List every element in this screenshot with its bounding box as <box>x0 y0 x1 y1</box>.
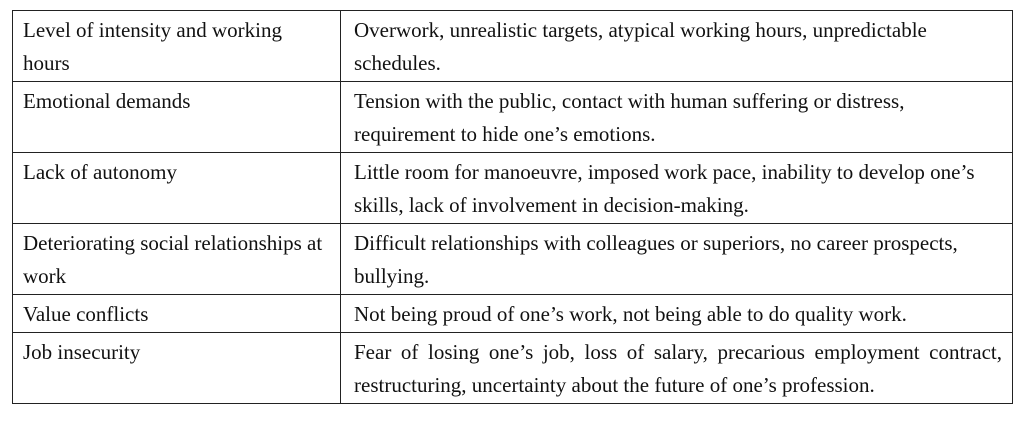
examples-cell: Tension with the public, contact with human suffering or distress, requirement to hide one’s emotions. <box>341 82 1013 153</box>
factor-cell: Job insecurity <box>13 333 341 404</box>
table-row <box>13 82 1013 153</box>
table-row <box>13 333 1013 404</box>
examples-cell: Difficult relationships with colleagues or superiors, no career prospects, bullying. <box>341 224 1013 295</box>
risk-factors-table <box>12 10 1013 404</box>
factor-cell: Deteriorating social relationships at work <box>13 224 341 295</box>
table-row <box>13 295 1013 333</box>
factor-cell: Value conflicts <box>13 295 341 333</box>
examples-cell: Overwork, unrealistic targets, atypical working hours, unpredictable schedules. <box>341 11 1013 82</box>
table-row <box>13 11 1013 82</box>
factor-cell: Level of intensity and working hours <box>13 11 341 82</box>
examples-cell: Fear of losing one’s job, loss of salary, precarious employment contract, restructuring, uncertainty about the future of one’s profession. <box>341 333 1013 404</box>
table-row <box>13 224 1013 295</box>
factor-cell: Emotional demands <box>13 82 341 153</box>
examples-cell: Little room for manoeuvre, imposed work pace, inability to develop one’s skills, lack of involvement in decision-making. <box>341 153 1013 224</box>
examples-cell: Not being proud of one’s work, not being able to do quality work. <box>341 295 1013 333</box>
table-row <box>13 153 1013 224</box>
factor-cell: Lack of autonomy <box>13 153 341 224</box>
